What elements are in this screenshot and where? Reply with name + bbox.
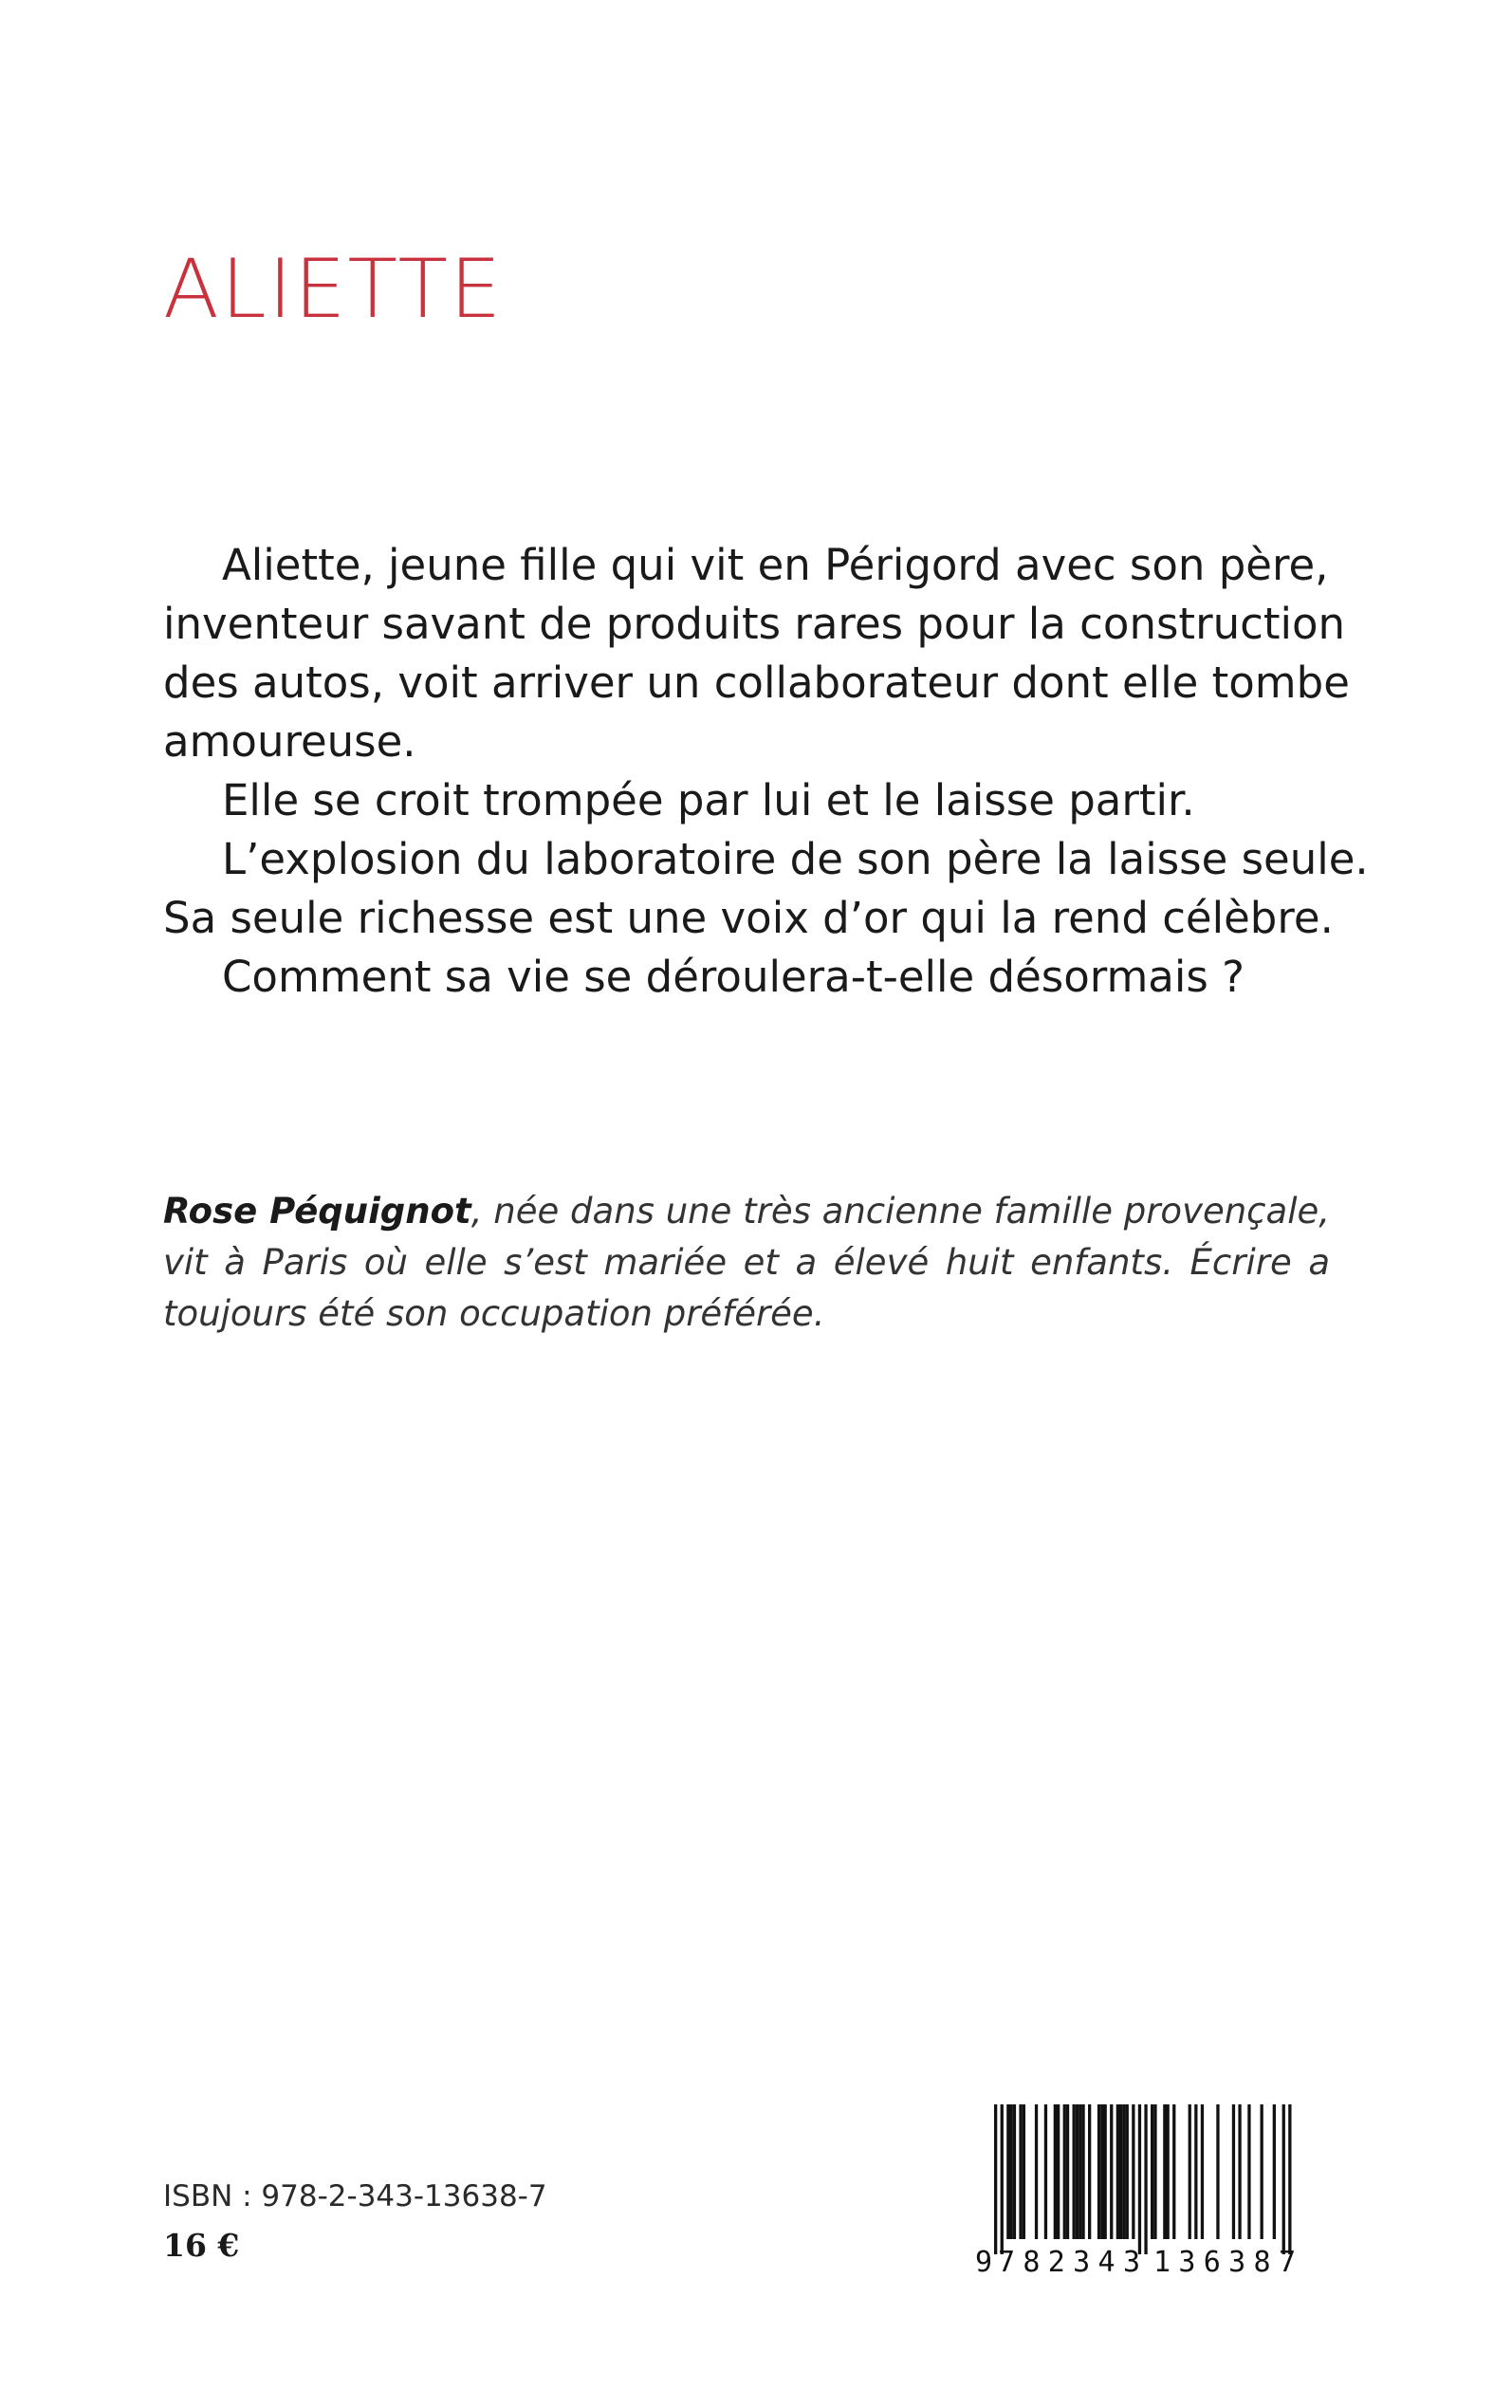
barcode-bar: [1013, 2104, 1016, 2239]
barcode-bar: [1066, 2104, 1069, 2239]
barcode-bar: [1247, 2104, 1250, 2239]
barcode-right-digits: 136387: [1153, 2246, 1296, 2275]
barcode-bar: [1023, 2104, 1025, 2239]
author-bio: [163, 1186, 1330, 1340]
synopsis: [163, 536, 1369, 1007]
barcode-bar: [994, 2104, 997, 2254]
barcode-bar: [1132, 2104, 1134, 2239]
barcode-bar: [1119, 2104, 1122, 2239]
isbn: ISBN : 978-2-343-13638-7: [163, 2179, 547, 2214]
book-title: ALIETTE: [163, 242, 504, 337]
barcode-bar: [1110, 2104, 1113, 2239]
barcode-bar: [1097, 2104, 1100, 2239]
barcode-lead-digit: 9: [975, 2246, 993, 2275]
synopsis-line: Elle se croit trompée par lui et le laisse partir.: [222, 775, 1195, 825]
barcode-bar: [1144, 2104, 1147, 2254]
barcode-bar: [1010, 2104, 1013, 2239]
synopsis-line: inventeur savant de produits rares pour la construction: [163, 599, 1346, 649]
barcode-bar: [1019, 2104, 1022, 2239]
barcode-bar: [1104, 2104, 1107, 2239]
barcode-bar: [1189, 2104, 1191, 2239]
barcode-bar: [1288, 2104, 1291, 2254]
barcode-bar: [1126, 2104, 1129, 2239]
barcode: [968, 2104, 1318, 2275]
barcode-bar: [1216, 2104, 1219, 2239]
barcode-bar: [1001, 2104, 1004, 2254]
barcode-bar: [1035, 2104, 1038, 2239]
barcode-bar: [1153, 2104, 1156, 2239]
barcode-bar: [1163, 2104, 1166, 2239]
barcode-bar: [1238, 2104, 1241, 2239]
barcode-bar: [1282, 2104, 1285, 2254]
barcode-bar: [1116, 2104, 1119, 2239]
barcode-bar: [1194, 2104, 1197, 2239]
barcode-bar: [1167, 2104, 1170, 2239]
barcode-bar: [1232, 2104, 1235, 2239]
synopsis-line: amoureuse.: [163, 716, 416, 767]
barcode-bar: [1100, 2104, 1103, 2239]
barcode-bar: [1151, 2104, 1153, 2239]
author-bio-text: , née dans une très ancienne famille provençale, vit à Paris où elle s’est mariée et a élevé huit enfants. Écrire a toujours été son occupation préférée.: [163, 1191, 1330, 1334]
synopsis-line: Sa seule richesse est une voix d’or qui la rend célèbre.: [163, 893, 1334, 943]
barcode-bar: [1044, 2104, 1047, 2239]
synopsis-line: des autos, voit arriver un collaborateur dont elle tombe: [163, 658, 1350, 708]
barcode-bar: [1063, 2104, 1066, 2239]
barcode-left-digits: 782343: [998, 2246, 1140, 2275]
barcode-bar: [1088, 2104, 1091, 2239]
synopsis-line: Comment sa vie se déroulera-t-elle désormais ?: [222, 952, 1245, 1002]
barcode-bar: [1054, 2104, 1057, 2239]
barcode-bar: [1122, 2104, 1125, 2239]
barcode-bar: [1073, 2104, 1076, 2239]
barcode-bar: [1261, 2104, 1263, 2239]
barcode-bars: [994, 2104, 1292, 2254]
synopsis-line: Aliette, jeune fille qui vit en Périgord avec son père,: [222, 540, 1329, 590]
barcode-bar: [1172, 2104, 1175, 2239]
barcode-bar: [1081, 2104, 1084, 2239]
barcode-bar: [1076, 2104, 1079, 2239]
price: 16 €: [163, 2227, 240, 2264]
barcode-bar: [1006, 2104, 1009, 2239]
barcode-bar: [1079, 2104, 1081, 2239]
barcode-bar: [1273, 2104, 1276, 2239]
barcode-bar: [1201, 2104, 1204, 2239]
barcode-bar: [1057, 2104, 1060, 2239]
synopsis-line: L’explosion du laboratoire de son père la laisse seule.: [222, 834, 1369, 884]
author-name: Rose Péquignot: [163, 1191, 471, 1232]
barcode-bar: [1138, 2104, 1141, 2254]
